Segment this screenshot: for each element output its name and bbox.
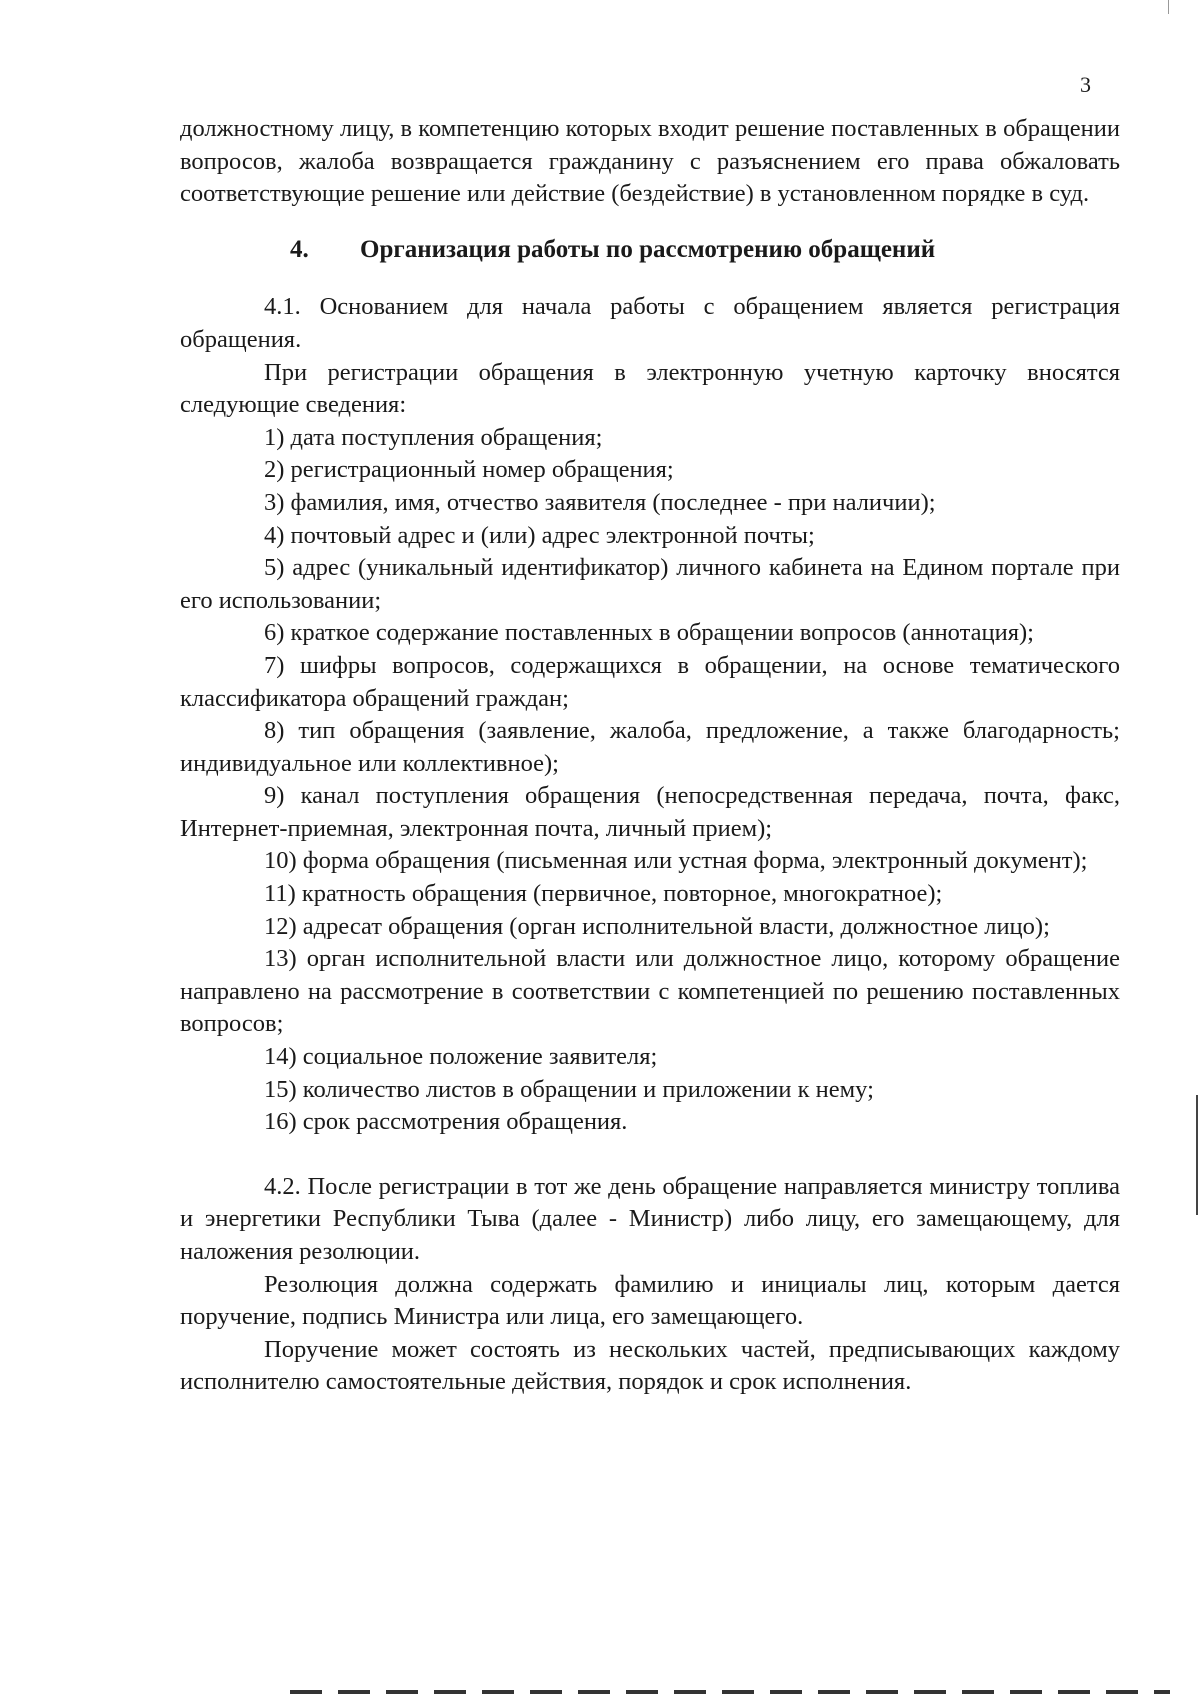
list-item: 2) регистрационный номер обращения; [264, 456, 674, 484]
list-item: 8) тип обращения (заявление, жалоба, предложение, а также благодарность; индивидуальное или коллективное); [180, 717, 1120, 777]
list-item: 10) форма обращения (письменная или устная форма, электронный документ); [264, 847, 1088, 875]
scan-artifact-bottom [290, 1690, 1170, 1694]
list-item: 1) дата поступления обращения; [264, 423, 603, 451]
document-body [180, 113, 1120, 1399]
list-item: 7) шифры вопросов, содержащихся в обращении, на основе тематического классификатора обращений граждан; [180, 651, 1120, 712]
list-item: 4) почтовый адрес и (или) адрес электронной почты; [264, 521, 815, 549]
scan-artifact-right [1196, 1095, 1198, 1215]
card-fields-list [180, 422, 1120, 1139]
assignment-paragraph: Поручение может состоять из нескольких частей, предписывающих каждому исполнителю самостоятельные действия, порядок и срок исполнения. [180, 1335, 1120, 1396]
section-heading [180, 234, 1120, 267]
paragraph-4-1: 4.1. Основанием для начала работы с обращением является регистрация обращения. [180, 293, 1120, 353]
section-number: 4. [290, 235, 309, 263]
page-number: 3 [1080, 72, 1091, 97]
resolution-paragraph: Резолюция должна содержать фамилию и инициалы лиц, которым дается поручение, подпись Министра или лица, его замещающего. [180, 1270, 1120, 1331]
section-title: Организация работы по рассмотрению обращений [360, 235, 936, 263]
scan-artifact-top [1168, 0, 1169, 14]
paragraph-4-2: 4.2. После регистрации в тот же день обращение направляется министру топлива и энергетики Республики Тыва (далее - Министр) либо лицу, его замещающему, для наложения резолюции. [180, 1172, 1120, 1265]
list-item: 5) адрес (уникальный идентификатор) личного кабинета на Едином портале при его использовании; [180, 554, 1120, 614]
card-intro-paragraph: При регистрации обращения в электронную учетную карточку вносятся следующие сведения: [180, 358, 1120, 419]
list-item: 11) кратность обращения (первичное, повторное, многократное); [264, 880, 943, 908]
list-item: 14) социальное положение заявителя; [264, 1043, 658, 1071]
list-item: 6) краткое содержание поставленных в обращении вопросов (аннотация); [264, 619, 1034, 647]
list-item: 12) адресат обращения (орган исполнительной власти, должностное лицо); [264, 912, 1050, 940]
intro-paragraph: должностному лицу, в компетенцию которых входит решение поставленных в обращении вопросов, жалоба возвращается гражданину с разъяснением его права обжаловать соответствующие решение или действие (бездействие) в установленном порядке в суд. [180, 115, 1120, 208]
list-item: 13) орган исполнительной власти или должностное лицо, которому обращение направлено на рассмотрение в соответствии с компетенцией по решению поставленных вопросов; [180, 945, 1120, 1038]
list-item: 9) канал поступления обращения (непосредственная передача, почта, факс, Интернет-приемная, электронная почта, личный прием); [180, 782, 1120, 842]
list-item: 16) срок рассмотрения обращения. [264, 1108, 628, 1136]
list-item: 3) фамилия, имя, отчество заявителя (последнее - при наличии); [264, 488, 936, 516]
list-item: 15) количество листов в обращении и приложении к нему; [264, 1075, 874, 1103]
paragraph-spacer [180, 1139, 1120, 1171]
